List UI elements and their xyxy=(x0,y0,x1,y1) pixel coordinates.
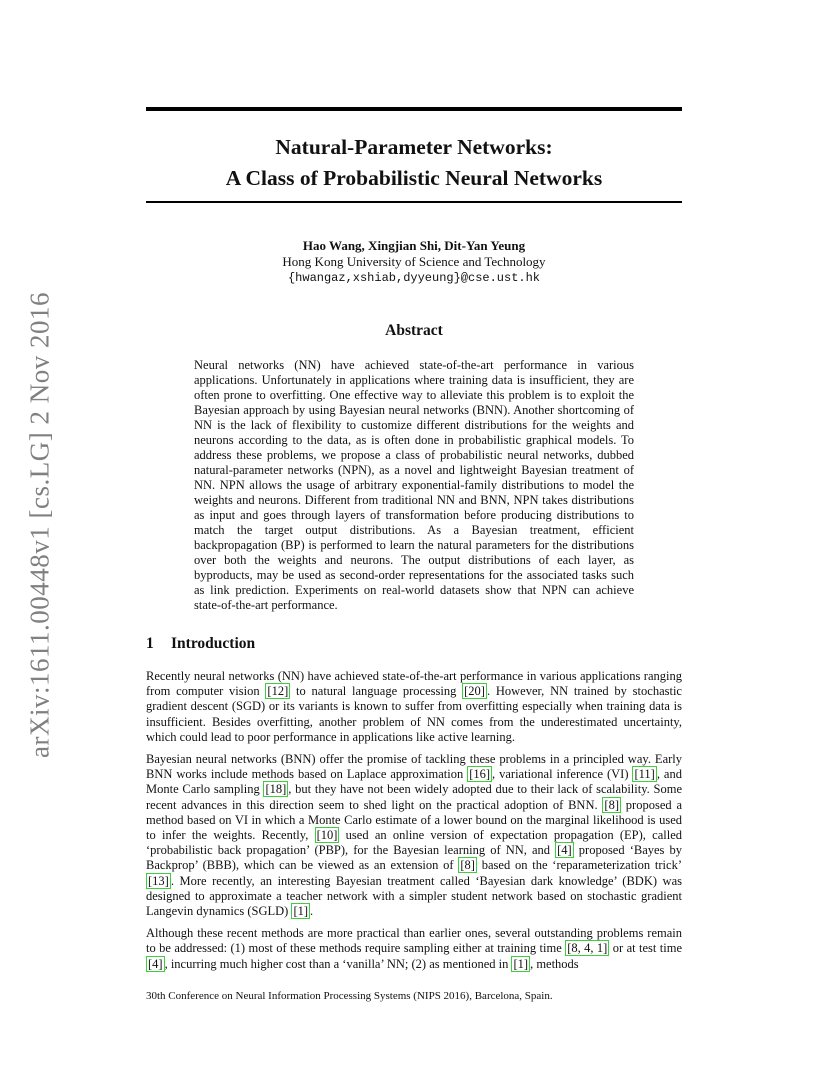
citation-link[interactable]: [1] xyxy=(513,956,529,971)
citation-link[interactable]: [13] xyxy=(148,873,169,888)
intro-paragraph-3: Although these recent methods are more practical than earlier ones, several outstanding problems remain to be addressed: (1) most of these methods require sampling either at training time [8, 4, 1] or at test time [4] , incurring much higher cost than a ‘vanilla’ NN; (2) as mentioned in [1] , methods xyxy=(146,926,682,971)
citation-link[interactable]: [12] xyxy=(267,684,289,699)
arxiv-id: arXiv:1611.00448v1 [cs.LG] 2 Nov 2016 xyxy=(24,292,55,758)
citation-link[interactable]: [8, 4, 1] xyxy=(567,941,608,956)
title-top-rule xyxy=(146,107,682,111)
intro-paragraph-1: Recently neural networks (NN) have achieved state-of-the-art performance in various applications ranging from computer vision [12] to natural language processing [20] . However, NN trained by stochastic gradient descent (SGD) or its variants is known to suffer from overfitting especially when training data is insufficient. Besides overfitting, another problem of NN comes from the underestimated uncertainty, which could lead to poor performance in applications like active learning. xyxy=(146,669,682,744)
abstract-heading: Abstract xyxy=(385,322,443,339)
introduction-body xyxy=(146,669,682,979)
citation-link[interactable]: [4] xyxy=(148,956,163,971)
section-number: 1 xyxy=(146,635,154,652)
author-email: {hwangaz,xshiab,dyyeung}@cse.ust.hk xyxy=(287,271,541,285)
title-line-2: A Class of Probabilistic Neural Networks xyxy=(225,166,603,190)
citation-link[interactable]: [11] xyxy=(634,767,655,782)
section-heading xyxy=(146,635,255,653)
intro-paragraph-2: Bayesian neural networks (BNN) offer the promise of tackling these problems in a principled way. Early BNN works include methods based on Laplace approximation [16] , variational inference (VI) [11] , and Monte Carlo sampling [18] , but they have not been widely adopted due to their lack of scalability. Some recent advances in this direction seem to shed light on the practical adoption of BNN. [8] proposed a method based on VI in which a Monte Carlo estimate of a lower bound on the marginal likelihood is used to infer the weights. Recently, [10] used an online version of expectation propagation (EP), called ‘probabilistic back propagation’ (PBP), for the Bayesian learning of NN, and [4] proposed ‘Bayes by Backprop’ (BBB), which can be viewed as an extension of [8] based on the ‘reparameterization trick’ [13] . More recently, an interesting Bayesian treatment called ‘Bayesian dark knowledge’ (BDK) was designed to approximate a teacher network with a simpler student network based on stochastic gradient Langevin dynamics (SGLD) [1] . xyxy=(146,752,683,919)
citation-link[interactable]: [4] xyxy=(557,843,572,858)
section-title: Introduction xyxy=(171,635,256,652)
author-block xyxy=(146,238,682,286)
citation-link[interactable]: [8] xyxy=(604,797,619,812)
author-names: Hao Wang, Xingjian Shi, Dit-Yan Yeung xyxy=(302,238,526,253)
title-line-1: Natural-Parameter Networks: xyxy=(275,135,553,159)
citation-link[interactable]: [18] xyxy=(265,782,287,797)
title-bottom-rule xyxy=(146,201,682,203)
citation-link[interactable]: [16] xyxy=(469,767,491,782)
conference-footer: 30th Conference on Neural Information Processing Systems (NIPS 2016), Barcelona, Spain. xyxy=(146,990,553,1002)
paper-title xyxy=(146,132,682,194)
author-affiliation: Hong Kong University of Science and Technology xyxy=(282,254,546,269)
citation-link[interactable]: [8] xyxy=(460,858,475,873)
abstract-text: Neural networks (NN) have achieved state-of-the-art performance in various applications. Unfortunately in applications where training data is insufficient, they are often prone to overfitting. One effective way to alleviate this problem is to exploit the Bayesian approach by using Bayesian neural networks (BNN). Another shortcoming of NN is the lack of flexibility to customize different distributions for the weights and neurons according to the data, as is often done in probabilistic graphical models. To address these problems, we propose a class of probabilistic neural networks, dubbed natural-parameter networks (NPN), as a novel and lightweight Bayesian treatment of NN. NPN allows the usage of arbitrary exponential-family distributions to model the weights and neurons. Different from traditional NN and BNN, NPN takes distributions as input and goes through layers of transformation before producing distributions to match the target output distributions. As a Bayesian treatment, efficient backpropagation (BP) is performed to learn the natural parameters for the distributions over both the weights and neurons. The output distributions of each layer, as byproducts, may be used as second-order representations for the associated tasks such as link prediction. Experiments on real-world datasets show that NPN can achieve state-of-the-art performance. xyxy=(194,358,634,612)
citation-link[interactable]: [10] xyxy=(316,828,338,843)
citation-link[interactable]: [20] xyxy=(464,684,485,699)
arxiv-stamp xyxy=(20,290,60,760)
citation-link[interactable]: [1] xyxy=(293,904,309,919)
